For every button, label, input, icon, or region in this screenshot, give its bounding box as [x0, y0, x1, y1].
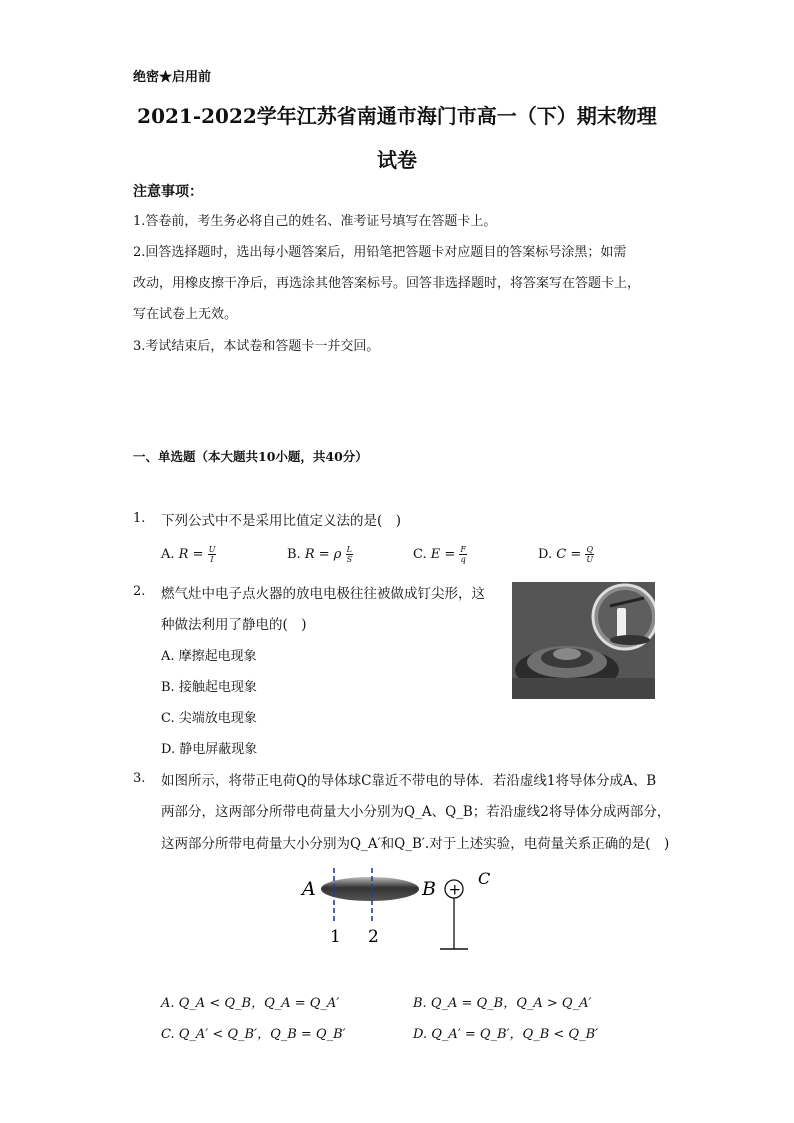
label-a: A	[302, 878, 316, 900]
question-text-cont2: 这两部分所带电荷量大小分别为Q_A′和Q_B′.对于上述实验，电荷量关系正确的是( )	[161, 836, 670, 852]
stove-igniter-illustration	[512, 582, 655, 699]
option-d	[538, 545, 594, 564]
formula-lhs: R = ρ	[304, 547, 342, 562]
option-b	[287, 545, 353, 564]
option-label: B.	[287, 547, 301, 562]
page-title-line2: 试卷	[377, 148, 417, 172]
notice-item-3: 3.考试结束后，本试卷和答题卡一并交回。	[133, 339, 380, 354]
option-a: A. Q_A < Q_B，Q_A = Q_A′	[161, 996, 340, 1011]
question-number: 1.	[133, 511, 146, 526]
option-a	[161, 545, 216, 564]
stove-igniter-photo	[512, 582, 655, 699]
option-d: D. Q_A′ = Q_B′，Q_B < Q_B′	[413, 1027, 599, 1042]
formula-lhs: C =	[556, 547, 582, 562]
option-label: C.	[413, 547, 427, 562]
notice-item-2b: 改动，用橡皮擦干净后，再选涂其他答案标号。回答非选择题时，将答案写在答题卡上，	[133, 276, 641, 291]
option-c: C. 尖端放电现象	[161, 711, 257, 726]
line-label-2: 2	[368, 927, 379, 947]
option-c: C. Q_A′ < Q_B′，Q_B = Q_B′	[161, 1027, 346, 1042]
fraction: $\frac{F}{q}$	[460, 545, 466, 564]
option-b: B. Q_A = Q_B，Q_A > Q_A′	[413, 996, 592, 1011]
question-text: 燃气灶中电子点火器的放电电极往往被做成钉尖形，这	[161, 586, 485, 602]
conductor-body	[321, 877, 419, 901]
formula-lhs: R =	[178, 547, 204, 562]
fraction: $\frac{Q}{U}$	[586, 545, 594, 564]
question-number: 3.	[133, 771, 146, 786]
option-d: D. 静电屏蔽现象	[161, 742, 258, 757]
option-a: A. 摩擦起电现象	[161, 649, 257, 664]
line-label-1: 1	[330, 927, 341, 947]
fraction: $\frac{U}{I}$	[208, 545, 216, 564]
notice-item-1: 1.答卷前，考生务必将自己的姓名、准考证号填写在答题卡上。	[133, 214, 497, 229]
label-b: B	[422, 878, 436, 900]
question-text: 下列公式中不是采用比值定义法的是( )	[161, 513, 402, 529]
notice-item-2c: 写在试卷上无效。	[133, 307, 238, 322]
notice-heading: 注意事项：	[133, 184, 203, 200]
question-text: 如图所示，将带正电荷Q的导体球C靠近不带电的导体．若沿虚线1将导体分成A、B	[161, 773, 657, 789]
page-title: 2021-2022学年江苏省南通市海门市高一（下）期末物理	[137, 104, 657, 128]
section-title: 一、单选题（本大题共10小题，共40分）	[133, 449, 368, 464]
question-text-cont: 种做法利用了静电的( )	[161, 617, 307, 633]
secret-mark: 绝密★启用前	[133, 70, 212, 85]
label-c: C	[478, 869, 491, 888]
notice-item-2a: 2.回答选择题时，选出每小题答案后，用铅笔把答题卡对应题目的答案标号涂黑；如需	[133, 245, 627, 260]
option-b: B. 接触起电现象	[161, 680, 257, 695]
plus-sign: +	[448, 880, 462, 899]
option-label: D.	[538, 547, 553, 562]
formula-lhs: E =	[430, 547, 456, 562]
question-text-cont: 两部分，这两部分所带电荷量大小分别为Q_A、Q_B；若沿虚线2将导体分成两部分，	[161, 804, 671, 820]
option-label: A.	[161, 547, 175, 562]
question-number: 2.	[133, 584, 146, 599]
option-c	[413, 545, 467, 564]
fraction: $\frac{L}{S}$	[346, 545, 353, 564]
conductor-figure	[290, 862, 510, 958]
